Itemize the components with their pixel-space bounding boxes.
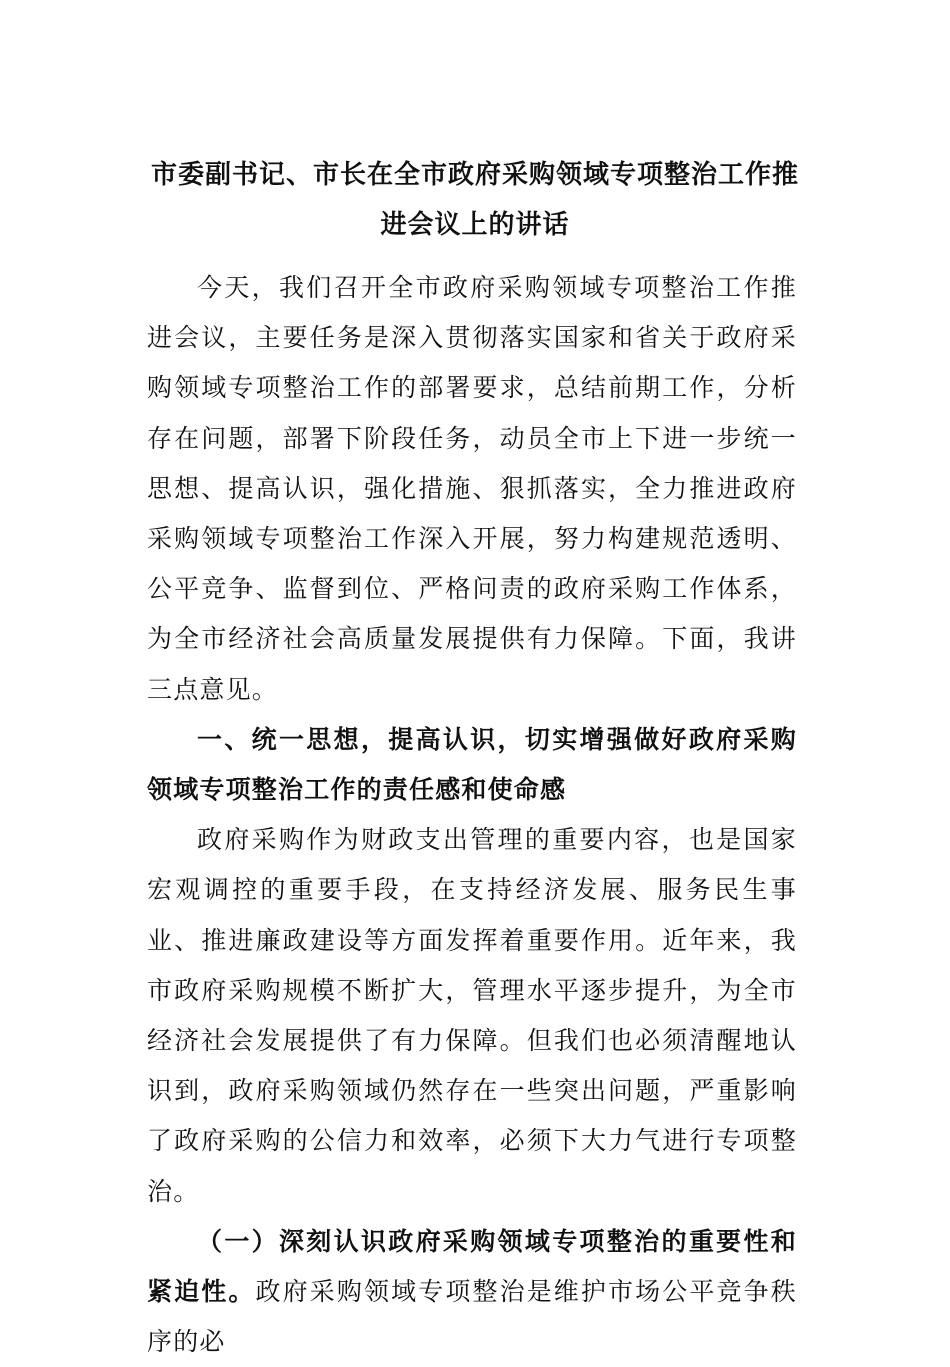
section-1-paragraph: 政府采购作为财政支出管理的重要内容，也是国家宏观调控的重要手段，在支持经济发展、服务民生事业、推进廉政建设等方面发挥着重要作用。近年来，我市政府采购规模不断扩大，管理水平逐步提升，为全市经济社会发展提供了有力保障。但我们也必须清醒地认识到，政府采购领域仍然存在一些突出问题，严重影响了政府采购的公信力和效率，必须下大力气进行专项整治。 bbox=[147, 825, 797, 1206]
subsection-1-body: 政府采购领域专项整治是维护市场公平竞争秩序的必 bbox=[147, 1277, 797, 1357]
subsection-1-lead: （一）深刻认识政府采购领域专项整治的重要性和紧迫性。 bbox=[147, 1226, 797, 1307]
document-title: 市委副书记、市长在全市政府采购领域专项整治工作推进会议上的讲话 bbox=[150, 160, 799, 240]
document-body bbox=[147, 263, 797, 1367]
section-heading-1: 一、统一思想，提高认识，切实增强做好政府采购领域专项整治工作的责任感和使命感 bbox=[147, 724, 797, 805]
intro-paragraph: 今天，我们召开全市政府采购领域专项整治工作推进会议，主要任务是深入贯彻落实国家和省关于政府采购领域专项整治工作的部署要求，总结前期工作，分析存在问题，部署下阶段任务，动员全市上下进一步统一思想、提高认识，强化措施、狠抓落实，全力推进政府采购领域专项整治工作深入开展，努力构建规范透明、公平竞争、监督到位、严格问责的政府采购工作体系，为全市经济社会高质量发展提供有力保障。下面，我讲三点意见。 bbox=[147, 273, 797, 704]
subsection-1-paragraph bbox=[147, 1217, 797, 1367]
